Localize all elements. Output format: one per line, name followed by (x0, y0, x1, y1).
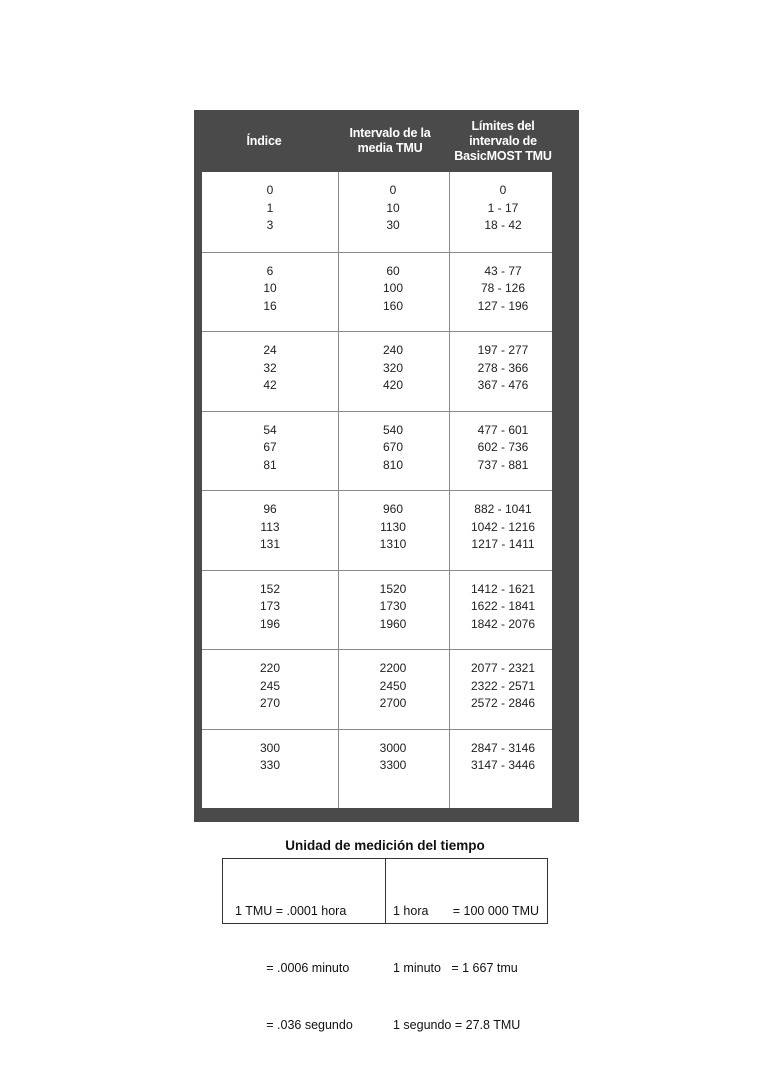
table-row-group (202, 411, 552, 491)
table-cell: 10 (386, 200, 400, 215)
table-cell: 1310 (379, 537, 407, 551)
table-cell: 197 - 277 (477, 343, 529, 357)
table-cell: 42 (263, 378, 277, 392)
table-cell: 670 (382, 440, 404, 454)
table-row-group (202, 172, 552, 252)
table-header (194, 110, 579, 172)
tmu-hora: 1 TMU = .0001 hora (235, 904, 347, 918)
media-col (339, 342, 447, 395)
indice-col (216, 342, 324, 395)
table-cell: 60 (386, 263, 400, 278)
table-cell: 2847 - 3146 (470, 740, 536, 755)
header-indice: Índice (246, 133, 282, 148)
table-cell: 3147 - 3446 (470, 758, 536, 772)
table-cell: 1622 - 1841 (470, 599, 536, 613)
limites-col (450, 342, 556, 395)
table-cell: 113 (260, 519, 280, 534)
limites-col (450, 740, 556, 775)
table-cell: 16 (263, 298, 277, 313)
table-cell: 278 - 366 (477, 360, 529, 375)
table-cell: 1520 (379, 581, 407, 596)
tmu-segundo: = .036 segundo (235, 1018, 353, 1032)
table-row-group (202, 490, 552, 570)
minuto-tmu: 1 minuto = 1 667 tmu (393, 961, 518, 975)
table-cell: 1412 - 1621 (470, 581, 536, 596)
table-cell: 81 (263, 457, 277, 472)
table-cell: 2077 - 2321 (470, 661, 536, 675)
limites-col (450, 581, 556, 634)
table-cell: 6 (266, 263, 274, 278)
table-cell: 2572 - 2846 (470, 696, 536, 710)
indice-col (216, 501, 324, 554)
table-cell: 477 - 601 (477, 422, 529, 437)
media-col (339, 740, 447, 775)
table-cell: 54 (263, 422, 277, 437)
limites-col (450, 422, 556, 475)
table-cell: 810 (382, 457, 404, 472)
table-cell: 18 - 42 (484, 218, 522, 232)
table-cell: 30 (386, 218, 400, 232)
table-cell: 0 (499, 183, 507, 197)
table-row-group (202, 252, 552, 332)
table-cell: 78 - 126 (480, 281, 526, 295)
table-cell: 420 (382, 378, 404, 392)
segundo-tmu: 1 segundo = 27.8 TMU (393, 1018, 521, 1032)
table-cell: 100 (382, 281, 404, 295)
table-cell: 160 (382, 298, 404, 313)
table-cell: 131 (259, 537, 281, 551)
media-col (339, 581, 447, 634)
header-intervalo-media: Intervalo de la media TMU (349, 126, 431, 155)
basicmost-index-card (194, 110, 579, 822)
table-cell: 330 (259, 758, 281, 772)
table-cell: 1960 (379, 616, 407, 631)
media-col (339, 263, 447, 316)
table-cell: 320 (382, 360, 404, 375)
tmu-minuto: = .0006 minuto (235, 961, 350, 975)
table-cell: 367 - 476 (477, 378, 529, 392)
table-cell: 300 (259, 740, 281, 755)
table-cell: 96 (263, 502, 277, 516)
table-cell: 1217 - 1411 (471, 537, 535, 551)
table-cell: 220 (259, 661, 281, 675)
table-cell: 2450 (379, 678, 407, 693)
media-col (339, 501, 447, 554)
time-to-tmu-conversions (393, 864, 539, 1073)
indice-col (216, 740, 324, 775)
table-cell: 1842 - 2076 (470, 616, 536, 631)
header-limites-intervalo: Límites del intervalo de BasicMOST TMU (454, 118, 552, 163)
table-row-group (202, 649, 552, 729)
limites-col (450, 660, 556, 713)
table-cell: 1730 (379, 599, 407, 613)
tmu-conversions (235, 864, 353, 1073)
table-cell: 2322 - 2571 (470, 678, 536, 693)
index-table (202, 172, 552, 808)
table-cell: 173 (259, 599, 281, 613)
table-cell: 127 - 196 (477, 298, 529, 313)
table-cell: 245 (259, 678, 281, 693)
table-cell: 32 (263, 360, 277, 375)
table-cell: 270 (259, 696, 281, 710)
table-cell: 1 - 17 (487, 200, 519, 215)
media-col (339, 182, 447, 235)
limites-col (450, 263, 556, 316)
media-col (339, 660, 447, 713)
table-cell: 24 (263, 343, 277, 357)
table-row-group (202, 331, 552, 411)
table-cell: 3000 (379, 740, 407, 755)
table-cell: 3300 (379, 758, 407, 772)
indice-col (216, 422, 324, 475)
table-cell: 737 - 881 (477, 457, 529, 472)
indice-col (216, 660, 324, 713)
units-conversion-box (222, 858, 548, 1032)
table-cell: 10 (263, 281, 277, 295)
indice-col (216, 182, 324, 235)
table-cell: 152 (259, 581, 281, 596)
limites-col (450, 182, 556, 235)
units-title: Unidad de medición del tiempo (285, 838, 485, 853)
media-col (339, 422, 447, 475)
indice-col (216, 263, 324, 316)
table-cell: 2200 (379, 661, 407, 675)
indice-col (216, 581, 324, 634)
table-row-group (202, 729, 552, 809)
table-cell: 240 (382, 343, 404, 357)
table-cell: 43 - 77 (484, 263, 522, 278)
table-cell: 0 (266, 183, 274, 197)
table-cell: 196 (259, 616, 281, 631)
table-cell: 67 (263, 440, 277, 454)
table-cell: 0 (389, 183, 397, 197)
units-divider (385, 859, 386, 923)
limites-col (450, 501, 556, 554)
table-cell: 882 - 1041 (474, 502, 532, 516)
table-cell: 3 (266, 218, 274, 232)
table-cell: 2700 (379, 696, 407, 710)
table-cell: 1 (266, 200, 274, 215)
table-row-group (202, 570, 552, 650)
hora-tmu: 1 hora = 100 000 TMU (393, 904, 540, 918)
table-cell: 540 (382, 422, 404, 437)
table-cell: 1042 - 1216 (470, 519, 536, 534)
table-cell: 960 (382, 502, 404, 516)
table-cell: 602 - 736 (477, 440, 529, 454)
table-cell: 1130 (380, 519, 406, 534)
